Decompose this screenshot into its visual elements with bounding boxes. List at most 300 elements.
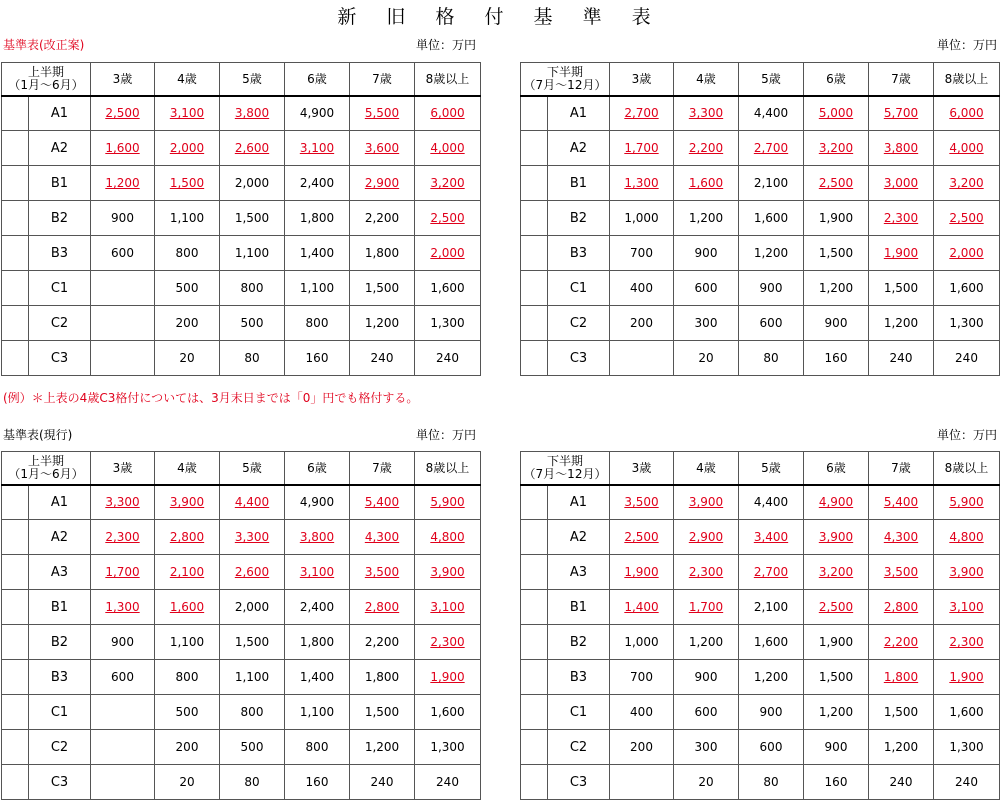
value: 600	[694, 705, 718, 719]
value: 500	[240, 740, 264, 754]
value: 900	[824, 316, 848, 330]
changed-value: 2,700	[753, 565, 789, 579]
value-cell	[220, 660, 285, 695]
value-cell	[415, 485, 481, 520]
rank-cell: A1	[548, 96, 610, 131]
value: 80	[244, 775, 260, 789]
age-column-header: 6歳	[285, 63, 350, 96]
changed-value: 2,000	[949, 246, 984, 260]
value: 4,900	[299, 106, 335, 121]
value-cell	[869, 765, 934, 800]
value-cell	[350, 555, 415, 590]
table-row	[2, 590, 481, 625]
value-cell	[610, 625, 674, 660]
table-row	[2, 765, 481, 800]
header-row	[2, 63, 481, 96]
changed-value: 4,000	[430, 141, 465, 155]
value-cell	[91, 166, 155, 201]
age-column-header: 3歳	[91, 452, 155, 485]
value: 1,500	[818, 670, 854, 684]
value: 200	[175, 740, 199, 754]
value-cell	[220, 765, 285, 800]
section-label-proposed: 基準表(改正案)	[3, 38, 85, 52]
period-name: 下半期	[546, 453, 583, 468]
rating-table-current-first-half	[1, 451, 481, 800]
age-column-header: 3歳	[610, 452, 674, 485]
value-cell	[739, 555, 804, 590]
table-row	[2, 166, 481, 201]
value-cell	[155, 271, 220, 306]
value: 600	[111, 670, 134, 684]
changed-value: 2,800	[169, 530, 205, 544]
value-cell	[739, 96, 804, 131]
value: 240	[436, 775, 459, 789]
value: 900	[824, 740, 848, 754]
changed-value: 4,900	[818, 495, 854, 510]
value-cell	[610, 485, 674, 520]
value-cell	[674, 166, 739, 201]
value-cell	[155, 166, 220, 201]
period-months: （7月～12月）	[523, 466, 607, 481]
value-cell	[220, 730, 285, 765]
value-cell	[350, 730, 415, 765]
changed-value: 3,300	[234, 530, 270, 544]
value: 1,100	[169, 211, 205, 225]
value-cell	[934, 730, 1000, 765]
value: 20	[179, 351, 195, 365]
value-cell	[155, 131, 220, 166]
value-cell	[869, 271, 934, 306]
blank-cell	[2, 96, 29, 131]
rank-cell: A2	[548, 520, 610, 555]
value: 240	[955, 351, 978, 365]
value: 800	[175, 670, 199, 684]
value-cell	[91, 520, 155, 555]
value-cell	[739, 625, 804, 660]
value-cell	[739, 485, 804, 520]
blank-cell	[521, 166, 548, 201]
changed-value: 1,500	[169, 176, 205, 190]
changed-value: 1,300	[624, 176, 659, 190]
value-cell	[804, 590, 869, 625]
value-cell	[91, 625, 155, 660]
table-row	[2, 625, 481, 660]
table-row	[521, 96, 1000, 131]
value: 240	[889, 775, 913, 789]
value: 240	[436, 351, 459, 365]
changed-value: 2,900	[688, 530, 724, 544]
value-cell	[934, 236, 1000, 271]
value-cell	[674, 660, 739, 695]
blank-cell	[2, 555, 29, 590]
value: 700	[630, 246, 653, 260]
changed-value: 2,600	[234, 565, 270, 579]
blank-cell	[2, 625, 29, 660]
value-cell	[350, 201, 415, 236]
value: 1,600	[430, 705, 465, 719]
value-cell	[804, 695, 869, 730]
table-row	[521, 625, 1000, 660]
value-cell	[285, 271, 350, 306]
rating-table-current-second-half	[520, 451, 1000, 800]
value: 160	[824, 775, 848, 789]
value-cell	[739, 730, 804, 765]
value: 4,900	[299, 495, 335, 510]
value-cell	[350, 485, 415, 520]
value-cell	[350, 166, 415, 201]
value-cell	[285, 166, 350, 201]
value: 600	[759, 316, 783, 330]
blank-cell	[521, 590, 548, 625]
changed-value: 5,500	[364, 106, 400, 121]
rank-cell: C1	[548, 271, 610, 306]
age-column-header: 5歳	[739, 63, 804, 96]
value-cell	[804, 555, 869, 590]
value-cell	[155, 341, 220, 376]
rank-cell: B1	[29, 166, 91, 201]
changed-value: 3,900	[169, 495, 205, 510]
value-cell	[934, 625, 1000, 660]
changed-value: 3,200	[949, 176, 984, 190]
value: 200	[630, 316, 653, 330]
value: 1,800	[299, 635, 335, 649]
value-cell	[674, 730, 739, 765]
value: 400	[630, 705, 653, 719]
value-cell	[869, 625, 934, 660]
blank-cell	[521, 485, 548, 520]
value: 1,200	[364, 740, 400, 754]
period-header	[521, 452, 610, 485]
changed-value: 5,400	[364, 495, 400, 510]
blank-cell	[2, 341, 29, 376]
changed-value: 2,500	[818, 600, 854, 614]
value-cell	[415, 590, 481, 625]
value: 4,400	[753, 495, 789, 510]
changed-value: 6,000	[949, 106, 984, 121]
value: 4,400	[753, 106, 789, 121]
rank-cell: C2	[548, 730, 610, 765]
period-months: （7月～12月）	[523, 77, 607, 92]
value-cell	[804, 730, 869, 765]
value-cell	[155, 765, 220, 800]
rank-cell: C3	[548, 341, 610, 376]
value-cell	[804, 341, 869, 376]
value-cell	[285, 695, 350, 730]
rank-cell: B1	[548, 590, 610, 625]
value-cell	[610, 271, 674, 306]
value-cell	[350, 96, 415, 131]
value: 1,600	[430, 281, 465, 295]
value-cell	[350, 660, 415, 695]
value: 1,500	[883, 281, 919, 295]
table-row	[2, 201, 481, 236]
age-column-header: 7歳	[350, 452, 415, 485]
value: 400	[630, 281, 653, 295]
value-cell	[350, 765, 415, 800]
section-label-current: 基準表(現行)	[3, 428, 73, 442]
value-cell	[415, 96, 481, 131]
blank-cell	[2, 201, 29, 236]
value: 800	[240, 705, 264, 719]
changed-value: 5,400	[883, 495, 919, 510]
changed-value: 3,800	[883, 141, 919, 155]
blank-cell	[521, 555, 548, 590]
value-cell	[869, 201, 934, 236]
blank-cell	[2, 131, 29, 166]
value-cell	[739, 765, 804, 800]
value-cell	[415, 166, 481, 201]
value-cell	[91, 660, 155, 695]
changed-value: 3,100	[299, 141, 335, 155]
age-column-header: 4歳	[674, 63, 739, 96]
value: 1,500	[364, 705, 400, 719]
value-cell	[350, 271, 415, 306]
rank-cell: C3	[29, 765, 91, 800]
value: 1,200	[883, 316, 919, 330]
value: 1,800	[364, 246, 400, 260]
value-cell	[350, 236, 415, 271]
header-row	[521, 452, 1000, 485]
value-cell	[869, 236, 934, 271]
rank-cell: C3	[29, 341, 91, 376]
note-text: (例）＊上表の4歳C3格付については、3月末日までは「0」円でも格付する。	[3, 391, 419, 405]
value-cell	[285, 625, 350, 660]
period-name: 上半期	[27, 453, 64, 468]
value-cell	[934, 590, 1000, 625]
value: 500	[175, 705, 199, 719]
changed-value: 2,000	[169, 141, 205, 155]
value-cell	[739, 271, 804, 306]
value: 2,100	[753, 176, 789, 190]
rank-cell: B2	[548, 201, 610, 236]
blank-cell	[521, 96, 548, 131]
value: 300	[694, 316, 718, 330]
changed-value: 3,800	[234, 106, 270, 121]
rank-cell: C1	[29, 271, 91, 306]
value: 1,300	[430, 740, 465, 754]
changed-value: 3,200	[818, 141, 854, 155]
changed-value: 2,200	[688, 141, 724, 155]
table-row	[2, 730, 481, 765]
value-cell	[91, 590, 155, 625]
changed-value: 4,800	[949, 530, 984, 544]
value: 1,100	[234, 670, 270, 684]
changed-value: 3,100	[430, 600, 465, 614]
rank-cell: A1	[29, 485, 91, 520]
table-row	[2, 660, 481, 695]
table-row	[521, 590, 1000, 625]
age-column-header: 7歳	[869, 63, 934, 96]
rank-cell: B3	[548, 236, 610, 271]
value-cell	[91, 236, 155, 271]
changed-value: 3,300	[105, 495, 140, 510]
value-cell	[934, 166, 1000, 201]
age-column-header: 4歳	[155, 452, 220, 485]
blank-cell	[2, 485, 29, 520]
value: 20	[698, 775, 714, 789]
header-row	[521, 63, 1000, 96]
table-row	[521, 520, 1000, 555]
value-cell	[869, 555, 934, 590]
value-cell	[739, 660, 804, 695]
value-cell	[285, 201, 350, 236]
value-cell	[934, 341, 1000, 376]
value: 240	[955, 775, 978, 789]
value: 1,500	[364, 281, 400, 295]
value: 600	[694, 281, 718, 295]
table-row	[521, 166, 1000, 201]
table-row	[2, 555, 481, 590]
changed-value: 2,700	[753, 141, 789, 155]
changed-value: 3,900	[949, 565, 984, 579]
value-cell	[934, 271, 1000, 306]
value: 500	[175, 281, 199, 295]
value-cell	[350, 131, 415, 166]
rank-cell: B3	[548, 660, 610, 695]
value-cell	[610, 555, 674, 590]
value-cell	[674, 236, 739, 271]
value-cell	[804, 166, 869, 201]
rank-cell: A3	[548, 555, 610, 590]
value-cell	[674, 341, 739, 376]
value-cell	[674, 271, 739, 306]
value-cell	[285, 485, 350, 520]
changed-value: 4,300	[364, 530, 400, 544]
value-cell	[610, 520, 674, 555]
changed-value: 1,900	[883, 246, 919, 260]
value: 80	[763, 775, 779, 789]
rank-cell: B2	[29, 625, 91, 660]
value-cell	[934, 201, 1000, 236]
value-cell	[610, 166, 674, 201]
blank-cell	[521, 695, 548, 730]
blank-cell	[2, 590, 29, 625]
value-cell	[155, 201, 220, 236]
blank-cell	[521, 271, 548, 306]
value-cell	[869, 341, 934, 376]
unit-label: 単位：万円	[416, 428, 477, 442]
value-cell	[415, 306, 481, 341]
age-column-header: 6歳	[804, 63, 869, 96]
value-cell	[350, 306, 415, 341]
value-cell	[350, 590, 415, 625]
value-cell	[285, 131, 350, 166]
value: 240	[370, 351, 394, 365]
value: 800	[305, 316, 329, 330]
changed-value: 5,900	[949, 495, 984, 510]
value-cell	[739, 131, 804, 166]
table-row	[2, 131, 481, 166]
blank-cell	[521, 131, 548, 166]
age-column-header: 7歳	[350, 63, 415, 96]
value-cell	[739, 201, 804, 236]
value-cell	[155, 520, 220, 555]
value: 1,100	[234, 246, 270, 260]
blank-cell	[521, 341, 548, 376]
blank-cell	[2, 236, 29, 271]
table-row	[2, 520, 481, 555]
value: 2,200	[364, 211, 400, 225]
rank-cell: C3	[548, 765, 610, 800]
value-cell	[415, 131, 481, 166]
value: 1,100	[299, 705, 335, 719]
table-row	[521, 695, 1000, 730]
blank-cell	[521, 520, 548, 555]
rank-cell: C2	[548, 306, 610, 341]
value: 1,500	[234, 635, 270, 649]
value-cell	[610, 96, 674, 131]
value-cell	[610, 765, 674, 800]
rank-cell: B2	[548, 625, 610, 660]
value-cell	[155, 306, 220, 341]
period-header	[2, 63, 91, 96]
value-cell	[220, 201, 285, 236]
value-cell	[350, 341, 415, 376]
changed-value: 3,100	[299, 565, 335, 579]
changed-value: 1,600	[169, 600, 205, 614]
value-cell	[934, 555, 1000, 590]
changed-value: 6,000	[430, 106, 465, 121]
blank-cell	[2, 520, 29, 555]
table-row	[521, 341, 1000, 376]
age-column-header: 4歳	[674, 452, 739, 485]
blank-cell	[521, 660, 548, 695]
value: 2,000	[234, 176, 270, 190]
value: 2,000	[234, 600, 270, 614]
changed-value: 5,700	[883, 106, 919, 121]
value: 900	[759, 705, 783, 719]
value-cell	[155, 730, 220, 765]
value: 200	[630, 740, 653, 754]
value: 1,300	[430, 316, 465, 330]
value-cell	[804, 306, 869, 341]
value-cell	[220, 520, 285, 555]
value-cell	[934, 131, 1000, 166]
age-column-header: 6歳	[804, 452, 869, 485]
value: 1,500	[234, 211, 270, 225]
value: 1,400	[299, 670, 335, 684]
value-cell	[91, 201, 155, 236]
blank-cell	[521, 236, 548, 271]
changed-value: 3,100	[949, 600, 984, 614]
changed-value: 3,000	[883, 176, 919, 190]
value-cell	[285, 96, 350, 131]
value: 1,100	[169, 635, 205, 649]
changed-value: 3,900	[688, 495, 724, 510]
value-cell	[804, 660, 869, 695]
value-cell	[91, 131, 155, 166]
rating-table-proposed-second-half	[520, 62, 1000, 376]
value-cell	[869, 520, 934, 555]
table-row	[2, 306, 481, 341]
table-row	[2, 695, 481, 730]
value-cell	[674, 695, 739, 730]
value-cell	[610, 695, 674, 730]
value-cell	[674, 625, 739, 660]
value-cell	[869, 306, 934, 341]
rank-cell: A1	[548, 485, 610, 520]
value: 1,800	[364, 670, 400, 684]
value: 1,600	[753, 635, 789, 649]
value-cell	[934, 765, 1000, 800]
rank-cell: B3	[29, 236, 91, 271]
value-cell	[285, 765, 350, 800]
value: 1,200	[364, 316, 400, 330]
unit-label: 単位：万円	[937, 428, 998, 442]
value-cell	[91, 306, 155, 341]
table-row	[521, 730, 1000, 765]
value-cell	[415, 765, 481, 800]
